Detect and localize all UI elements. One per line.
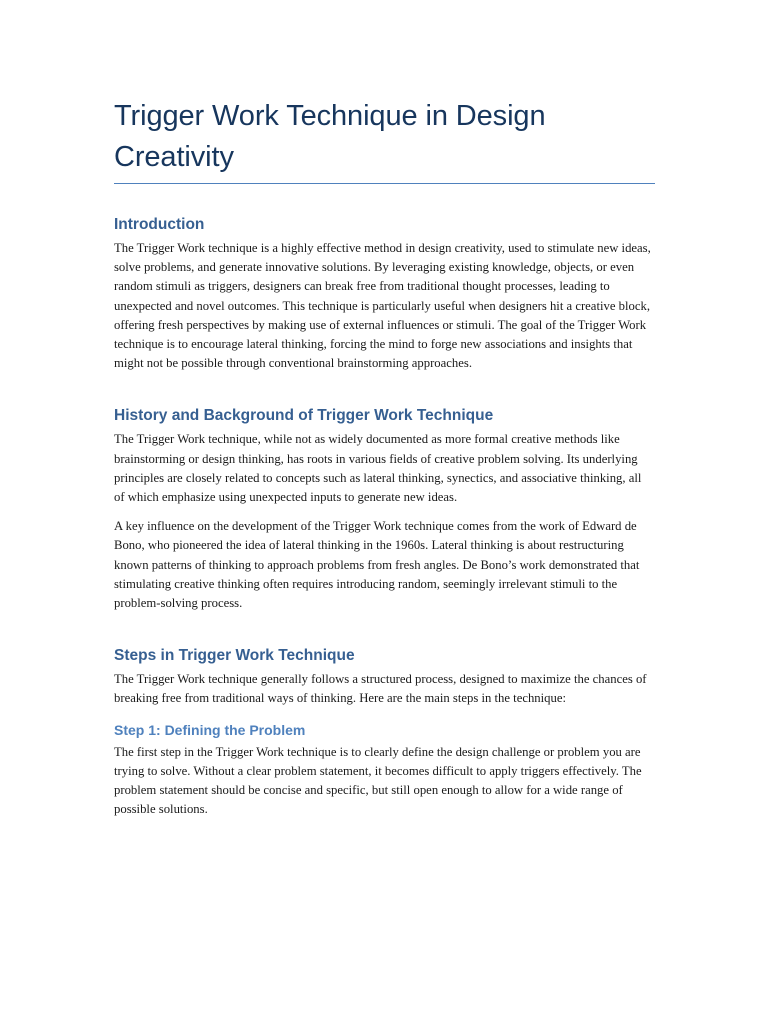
title-underline: [114, 183, 655, 184]
subsection-step-1: [114, 721, 655, 820]
section-heading-introduction: Introduction: [114, 216, 205, 233]
section-steps: [114, 646, 655, 819]
section-introduction: [114, 215, 655, 373]
subsection-heading-step-1: Step 1: Defining the Problem: [114, 721, 306, 738]
paragraph-history-1: The Trigger Work technique, while not as widely documented as more formal creative methods like brainstorming or design thinking, has roots in various fields of creative problem solving. Its underlying principles are closely related to concepts such as lateral thinking, synectics, and associative thinking, all of which emphasize using unexpected inputs to generate new ideas.: [114, 432, 642, 505]
paragraph-history-2: A key influence on the development of the Trigger Work technique comes from the work of Edward de Bono, who pioneered the idea of lateral thinking in the 1960s. Lateral thinking is about restructuring known patterns of thinking to approach problems from fresh angles. De Bono’s work demonstrated that stimulating creative thinking often requires introducing random, seemingly irrelevant stimuli to the problem-solving process.: [114, 519, 640, 611]
section-heading-history: History and Background of Trigger Work Technique: [114, 407, 494, 425]
paragraph-steps-intro: The Trigger Work technique generally follows a structured process, designed to maximize the chances of breaking free from traditional ways of thinking. Here are the main steps in the technique:: [114, 672, 647, 706]
section-heading-steps: Steps in Trigger Work Technique: [114, 647, 355, 665]
paragraph-introduction: The Trigger Work technique is a highly effective method in design creativity, used to stimulate new ideas, solve problems, and generate innovative solutions. By leveraging existing knowledge, objects, or even random stimuli as triggers, designers can break free from traditional thought processes, leading to unexpected and novel outcomes. This technique is particularly useful when designers hit a creative block, offering fresh perspectives by making use of external influences or stimuli. The goal of the Trigger Work technique is to encourage lateral thinking, forcing the mind to forge new associations and insights that might not be possible through conventional brainstorming approaches.: [114, 241, 651, 371]
section-history: [114, 406, 655, 613]
paragraph-step-1: The first step in the Trigger Work technique is to clearly define the design challenge or problem you are trying to solve. Without a clear problem statement, it becomes difficult to apply triggers effectively. The problem statement should be concise and specific, but still open enough to allow for a wide range of possible solutions.: [114, 744, 642, 817]
document-page: [114, 0, 655, 819]
document-title: Trigger Work Technique in Design Creativity: [114, 100, 546, 173]
